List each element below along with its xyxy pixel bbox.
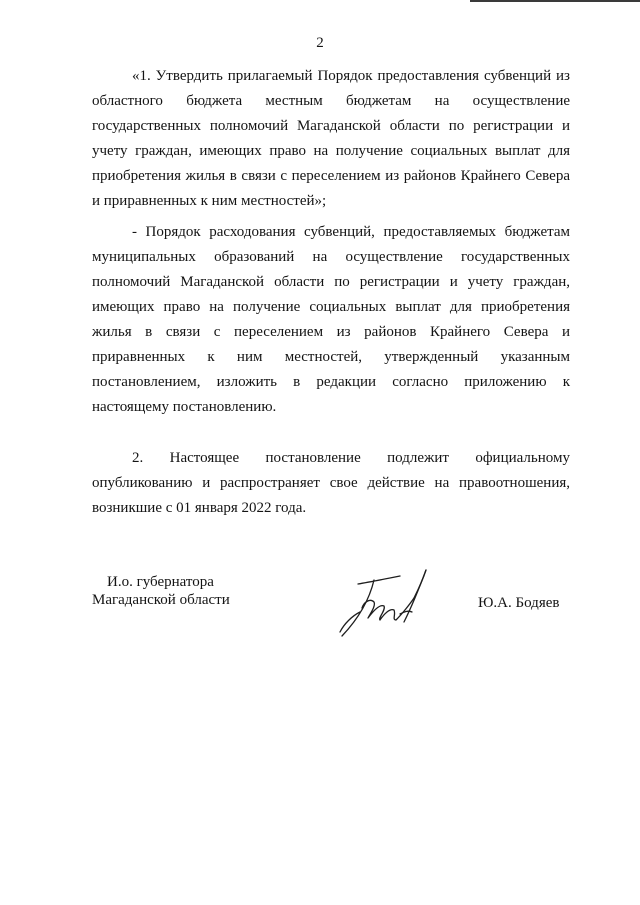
page-number: 2 [316, 35, 324, 51]
scan-edge-line [470, 0, 640, 2]
handwritten-signature [330, 562, 440, 642]
signature-block [0, 570, 640, 650]
signer-title-line-1: И.о. губернатора [107, 574, 214, 590]
paragraph-approve-procedure: «1. Утвердить прилагаемый Порядок предоставления субвенций из областного бюджета местным бюджетам на осуществление государственных полномочий Магаданской области по регистрации и учету граждан, имеющих право на получение социальных выплат для приобретения жилья в связи с переселением из районов Крайнего Севера и приравненных к ним местностей»; [92, 68, 570, 209]
signer-name: Ю.А. Бодяев [478, 595, 560, 611]
signer-title-line-2: Магаданской области [92, 592, 230, 608]
paragraph-expenditure-procedure: - Порядок расходования субвенций, предоставляемых бюджетам муниципальных образований на осуществление государственных полномочий Магаданской области по регистрации и учету граждан, имеющих право на получение социальных выплат для приобретения жилья в связи с переселением из районов Крайнего Севера и приравненных к ним местностей, утвержденный указанным постановлением, изложить в редакции согласно приложению к настоящему постановлению. [92, 224, 570, 415]
paragraph-publication: 2. Настоящее постановление подлежит официальному опубликованию и распространяет свое действие на правоотношения, возникшие с 01 января 2022 года. [92, 450, 570, 516]
